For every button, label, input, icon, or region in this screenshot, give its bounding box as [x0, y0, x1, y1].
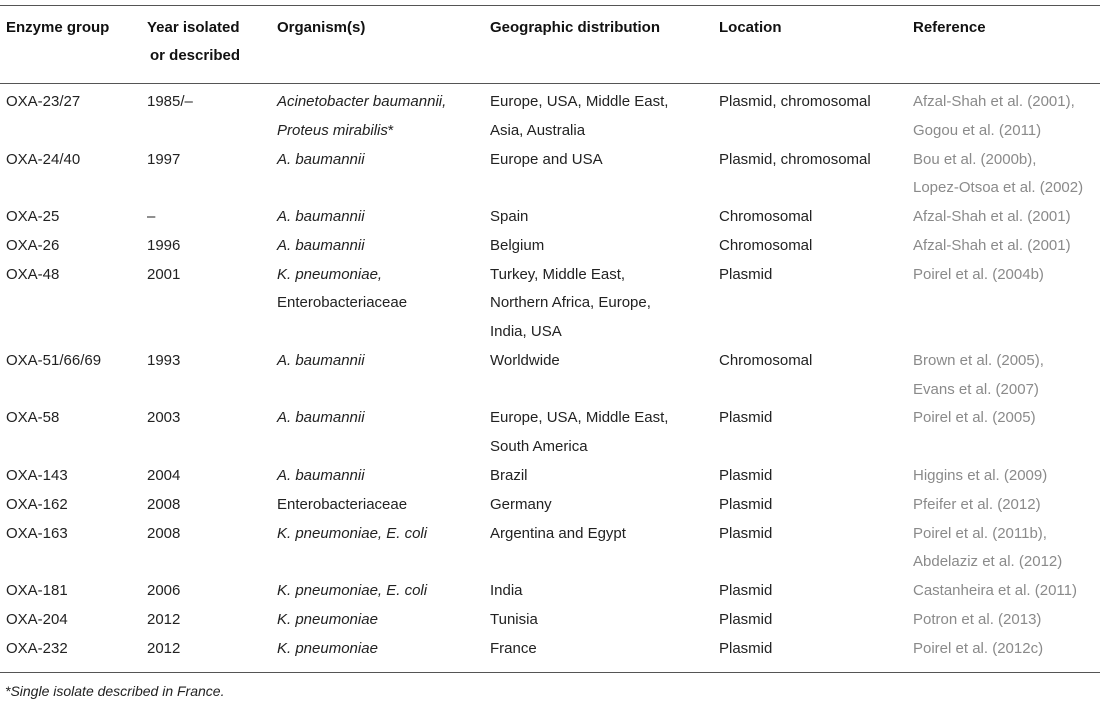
cell-reference: Gogou et al. (2011) — [913, 121, 1042, 139]
cell-year: 1997 — [147, 150, 181, 168]
cell-reference: Poirel et al. (2012c) — [913, 640, 1044, 657]
header-year-line-2: or described — [150, 47, 241, 64]
cell-geographic-distribution: Turkey, Middle East, — [490, 265, 626, 283]
cell-organism: A. baumannii — [277, 466, 365, 484]
cell-location: Plasmid, chromosomal — [719, 93, 871, 110]
cell-year: 1996 — [147, 236, 181, 254]
cell-location: Chromosomal — [719, 236, 813, 254]
cell-reference: Afzal-Shah et al. (2001), — [913, 93, 1075, 110]
cell-organism: A. baumannii — [277, 208, 365, 225]
cell-organism: Enterobacteriaceae — [277, 495, 408, 513]
table-footnote: *Single isolate described in France. — [5, 683, 225, 699]
cell-geographic-distribution: Argentina and Egypt — [490, 524, 626, 542]
cell-year: 2004 — [147, 466, 181, 484]
cell-geographic-distribution: India, USA — [490, 323, 562, 340]
cell-reference: Bou et al. (2000b), — [913, 150, 1037, 168]
header-enzyme-group: Enzyme group — [6, 19, 110, 36]
cell-enzyme: OXA-204 — [6, 611, 68, 629]
cell-organism: A. baumannii — [277, 150, 365, 168]
cell-year: – — [147, 208, 156, 225]
cell-reference: Abdelaziz et al. (2012) — [913, 553, 1063, 571]
cell-reference: Lopez-Otsoa et al. (2002) — [913, 179, 1084, 197]
cell-location: Plasmid — [719, 582, 773, 600]
cell-reference: Afzal-Shah et al. (2001) — [913, 236, 1071, 254]
cell-enzyme: OXA-23/27 — [6, 93, 81, 110]
cell-enzyme: OXA-163 — [6, 524, 68, 542]
cell-year: 1985/– — [147, 93, 193, 110]
cell-year: 2006 — [147, 582, 181, 600]
cell-reference: Higgins et al. (2009) — [913, 466, 1048, 484]
cell-geographic-distribution: Germany — [490, 495, 552, 513]
cell-geographic-distribution: Northern Africa, Europe, — [490, 294, 651, 312]
header-organisms: Organism(s) — [277, 19, 366, 36]
cell-reference: Castanheira et al. (2011) — [913, 582, 1077, 600]
cell-enzyme: OXA-181 — [6, 582, 68, 600]
table-bottom-rule — [0, 672, 1100, 673]
cell-location: Plasmid — [719, 495, 773, 513]
cell-organism: A. baumannii — [277, 236, 365, 254]
cell-organism: K. pneumoniae — [277, 640, 378, 657]
cell-organism: K. pneumoniae, — [277, 265, 383, 283]
cell-location: Plasmid — [719, 524, 773, 542]
cell-geographic-distribution: Belgium — [490, 236, 545, 254]
cell-organism: A. baumannii — [277, 351, 365, 369]
cell-geographic-distribution: Asia, Australia — [490, 121, 586, 139]
header-year-line-1: Year isolated — [147, 19, 240, 36]
cell-enzyme: OXA-48 — [6, 265, 60, 283]
cell-geographic-distribution: India — [490, 582, 523, 600]
cell-geographic-distribution: Europe, USA, Middle East, — [490, 93, 669, 110]
cell-organism: A. baumannii — [277, 409, 365, 427]
cell-geographic-distribution: Worldwide — [490, 351, 560, 369]
cell-organism: K. pneumoniae — [277, 611, 378, 629]
cell-reference: Poirel et al. (2011b), — [913, 524, 1047, 542]
cell-reference: Afzal-Shah et al. (2001) — [913, 208, 1071, 225]
cell-geographic-distribution: France — [490, 640, 537, 657]
cell-enzyme: OXA-26 — [6, 236, 60, 254]
header-geographic-distribution: Geographic distribution — [490, 19, 661, 36]
cell-location: Plasmid, chromosomal — [719, 150, 871, 168]
cell-location: Plasmid — [719, 611, 773, 629]
cell-year: 2012 — [147, 611, 181, 629]
cell-enzyme: OXA-51/66/69 — [6, 351, 102, 369]
cell-enzyme: OXA-58 — [6, 409, 60, 427]
cell-enzyme: OXA-25 — [6, 208, 60, 225]
cell-organism — [277, 117, 394, 146]
cell-geographic-distribution: Europe and USA — [490, 150, 603, 168]
header-reference: Reference — [913, 19, 986, 36]
cell-geographic-distribution: Brazil — [490, 466, 528, 484]
cell-year: 1993 — [147, 351, 181, 369]
cell-enzyme: OXA-24/40 — [6, 150, 81, 168]
cell-geographic-distribution: South America — [490, 438, 588, 455]
cell-organism: Acinetobacter baumannii, — [277, 93, 447, 110]
cell-enzyme: OXA-232 — [6, 640, 68, 657]
cell-organism: K. pneumoniae, E. coli — [277, 524, 428, 542]
cell-geographic-distribution: Europe, USA, Middle East, — [490, 409, 669, 427]
cell-geographic-distribution: Spain — [490, 208, 529, 225]
cell-reference: Pfeifer et al. (2012) — [913, 495, 1041, 513]
cell-organism: K. pneumoniae, E. coli — [277, 582, 428, 600]
cell-reference: Evans et al. (2007) — [913, 380, 1039, 398]
table-top-rule — [0, 5, 1100, 6]
cell-year: 2008 — [147, 495, 181, 513]
cell-organism: Enterobacteriaceae — [277, 294, 408, 312]
cell-reference: Brown et al. (2005), — [913, 351, 1044, 369]
cell-reference: Poirel et al. (2005) — [913, 409, 1036, 427]
cell-location: Chromosomal — [719, 351, 813, 369]
cell-year: 2008 — [147, 524, 181, 542]
cell-enzyme: OXA-143 — [6, 466, 68, 484]
cell-reference: Potron et al. (2013) — [913, 611, 1042, 629]
cell-geographic-distribution: Tunisia — [490, 611, 538, 629]
cell-enzyme: OXA-162 — [6, 495, 68, 513]
cell-year: 2001 — [147, 265, 181, 283]
cell-location: Plasmid — [719, 409, 773, 427]
organism-name: Proteus mirabilis — [277, 121, 388, 139]
cell-location: Chromosomal — [719, 208, 813, 225]
cell-year: 2003 — [147, 409, 181, 427]
header-location: Location — [719, 19, 782, 36]
cell-reference: Poirel et al. (2004b) — [913, 265, 1044, 283]
header-rule — [0, 83, 1100, 84]
cell-location: Plasmid — [719, 466, 773, 484]
cell-location: Plasmid — [719, 640, 773, 657]
footnote-marker: * — [387, 121, 394, 139]
cell-location: Plasmid — [719, 265, 773, 283]
cell-year: 2012 — [147, 640, 181, 657]
